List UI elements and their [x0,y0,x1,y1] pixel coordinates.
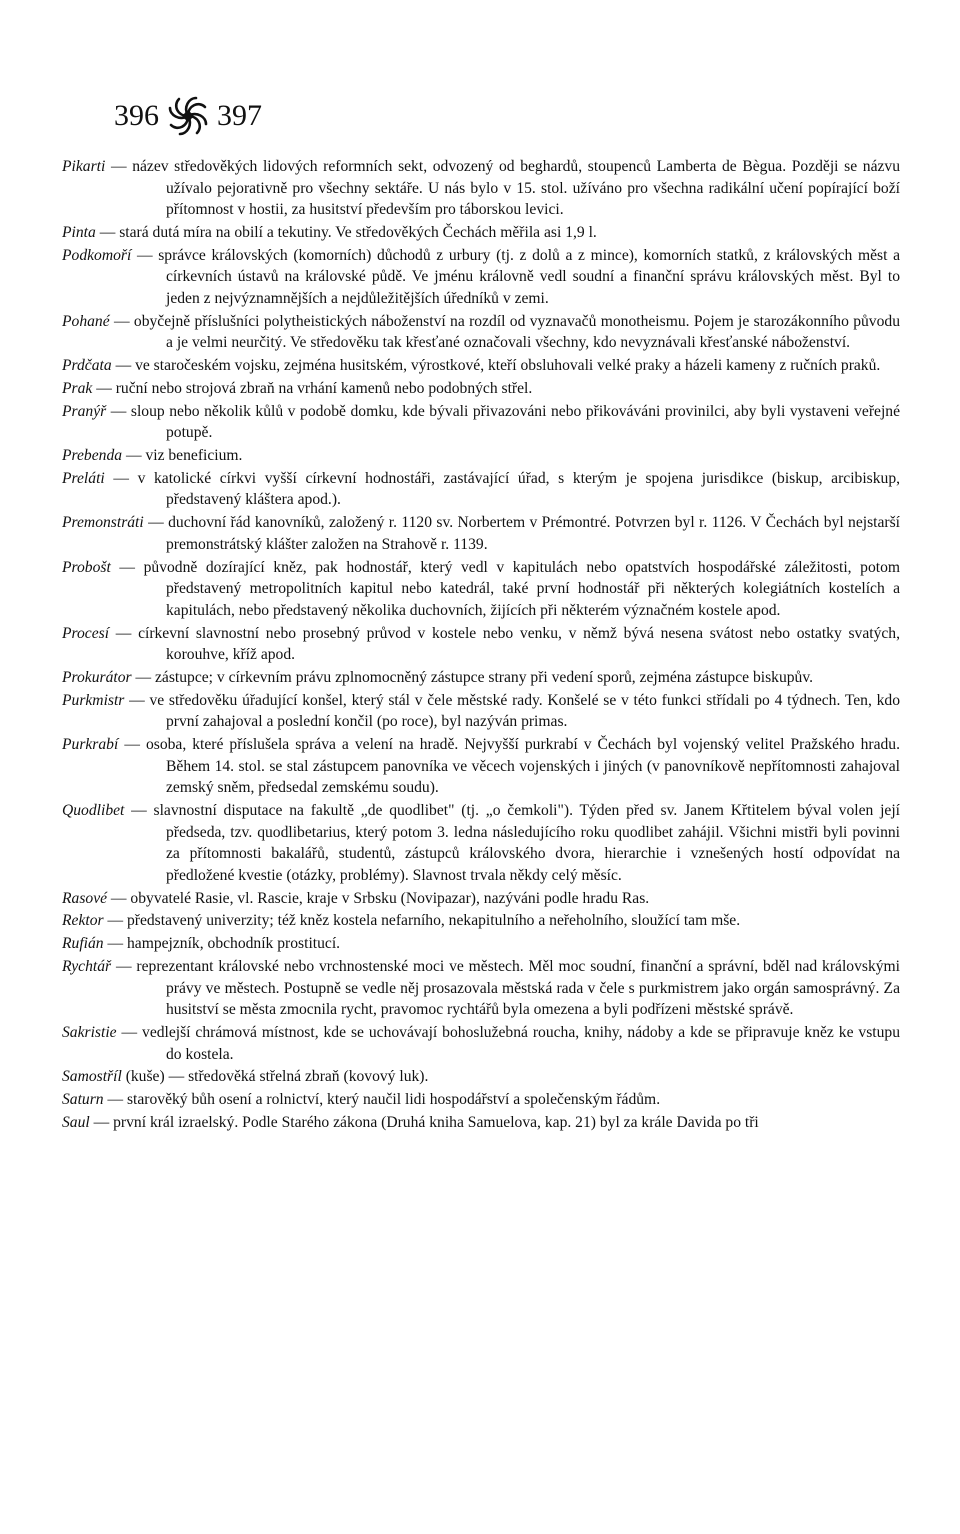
entry-dash: — [106,402,131,420]
glossary-entry [62,468,900,511]
glossary-entry [62,222,900,244]
entry-term: Preláti [62,469,105,487]
entry-definition: ve středověku úřadující konšel, který stál v čele městské rady. Konšelé se v této funkci střídali po 4 týdnech. Ten, kdo první zahajoval a poslední končil (po roce), byl nazýván primas. [149,691,901,731]
entry-dash: — [122,447,146,465]
glossary-entry [62,557,900,622]
glossary-entry [62,1066,900,1088]
entry-definition: osoba, které příslušela správa a velení na hradě. Nejvyšší purkrabí v Čechách byl vojenský velitel Pražského hradu. Během 14. stol. se stal zástupcem panovníka ve věcech vojenských i jiných (v panovníkově nepřítomnosti zahajoval zemský sněm, předsedal zemskému soudu). [145,736,901,797]
glossary-entry [62,910,900,932]
entry-term: Prak [62,379,93,397]
entry-definition: slavnostní disputace na fakultě „de quodlibet" (tj. „o čemkoli"). Týden před sv. Janem Křtitelem býval volen její předseda, tzv. quodlibetarius, který potom 3. ledna následujícího roku quodlibet zahájil. Všichni mistři byli povinni za přítomnosti bakalářů, studentů, zástupců královského dvora, hierarchie i vznešených hostí odpovídat na předložené kvestie (otázky, problémy). Slavnost trvala někdy celý měsíc. [153,802,901,884]
entry-definition: reprezentant královské nebo vrchnostenské moci ve městech. Měl moc soudní, finanční a správní, bděl nad královskými právy ve městech. Postupně se vedle něj prosazovala městská rada v čele s purkmistrem jako orgán samosprávný. Za husitství se města zmocnila rycht, pravomoc rychtářů byla omezena a byli podřízeni městské správě. [136,957,901,1019]
left-page-number: 396 [114,99,159,132]
entry-definition: původně dozírající kněz, pak hodnostář, který vedl v kapitulách nebo opatstvích hospodářské záležitosti, potom představený metropolitních kapitul nebo katedrál, také první hodnostář při některých kolegiátních kostelích a kapitulách, nebo představený několika duchovních, žijících při některém význačném kostele apod. [143,558,901,619]
glossary-entry [62,888,900,910]
entry-dash: — [118,736,146,754]
entry-definition: v katolické církvi vyšší církevní hodnostáři, zastávající úřad, s kterým je spojena jurisdikce (biskup, arcibiskup, představený kláštera apod.). [137,469,901,509]
glossary-list [62,156,900,1135]
glossary-entry [62,690,900,733]
entry-dash: — [143,514,169,532]
entry-dash: — [110,558,144,576]
entry-term: Rasové [62,889,108,907]
entry-definition: sloup nebo několik kůlů v podobě domku, kde bývali přivazováni nebo přikováváni provinilci, aby byli vystaveni veřejné potupě. [130,402,901,442]
entry-term: Samostříl [62,1068,122,1086]
entry-dash: — [109,624,139,642]
entry-dash: — [92,379,116,397]
glossary-entry [62,378,900,400]
entry-definition: obyčejně příslušníci polytheistických náboženství na rozdíl od vyznavačů monotheismu. Pojem je starozákonního původu a je velmi neurčitý. Ve středověku tak křesťané označovali všechny, kdo nevyznávali křesťanské náboženství. [133,312,900,352]
entry-term: Prebenda [62,447,123,465]
glossary-entry [62,1112,900,1134]
entry-term: Rufián [62,935,104,953]
entry-dash: — [103,935,127,953]
entry-term: Podkomoří [62,246,132,264]
entry-term: Saturn [62,1091,104,1109]
entry-definition: obyvatelé Rasie, vl. Rascie, kraje v Srbsku (Novipazar), nazýváni podle hradu Ras. [130,889,650,907]
entry-dash: — [95,223,120,241]
glossary-entry [62,956,900,1021]
entry-definition: představený univerzity; též kněz kostela nefarního, nekapitulního a neřeholního, sloužící tam mše. [126,912,741,930]
glossary-entry [62,355,900,377]
entry-term: Purkrabí [62,736,119,754]
glossary-entry [62,512,900,555]
entry-dash: — [124,691,150,709]
entry-term: Rektor [62,912,104,930]
entry-term: Saul [62,1113,90,1131]
entry-term: Procesí [62,624,110,642]
entry-dash: — [105,158,133,175]
entry-term: Prokurátor [62,668,132,686]
glossary-entry [62,156,900,221]
entry-term: Pohané [62,312,110,330]
entry-definition: starověký bůh osení a rolnictví, který naučil lidi hospodářství a společenským řádům. [126,1091,661,1109]
entry-dash: — [131,668,155,686]
entry-definition: správce královských (komorních) důchodů z urbury (tj. z dolů a z mince), komorních statků, z královských měst a církevních ústavů na královské půdě. Ve jménu královně vedl soudní a finanční správu královských měst. Byl to jeden z nejvýznamnějších a nejdůležitějších úředníků v zemi. [158,246,900,307]
glossary-entry [62,445,900,467]
entry-term: Pinta [62,223,96,241]
entry-dash: — [103,912,127,930]
entry-definition: stará dutá míra na obilí a tekutiny. Ve středověkých Čechách měřila asi 1,9 l. [119,223,597,241]
entry-definition: první král izraelský. Podle Starého zákona (Druhá kniha Samuelova, kap. 21) byl za krále Davida po tři [113,1113,759,1131]
glossary-entry [62,734,900,799]
entry-dash: — [111,957,137,975]
glossary-entry [62,667,900,689]
entry-term: Quodlibet [62,802,125,820]
entry-dash: — [111,357,136,375]
entry-definition: ve staročeském vojsku, zejména husitském, výrostkové, kteří obsluhovali velké praky a házeli kameny z ručních praků. [135,357,881,375]
glossary-entry [62,623,900,666]
glossary-entry [62,401,900,444]
entry-definition: středověká střelná zbraň (kovový luk). [188,1068,429,1086]
entry-definition: zástupce; v církevním právu zplnomocněný zástupce strany při vedení sporů, zejména zástupce biskupův. [154,668,814,686]
entry-term: Purkmistr [62,691,125,709]
entry-definition: církevní slavnostní nebo prosebný průvod v kostele nebo venku, v němž bývá nesena svátost nebo ostatky svatých, korouhve, kříž apod. [138,624,901,664]
entry-definition: název středověkých lidových reformních sekt, odvozený od beghardů, stoupenců Lamberta de Bègua. Později se názvu užívalo pejorativně pro všechny sektáře. U nás bylo v 15. stol. užíváno pro všechna radikální učení popírající boží přítomnost v hostii, za husitství především pro táborskou levici. [132,158,900,219]
entry-term: Premonstráti [62,514,144,532]
entry-definition: duchovní řád kanovníků, založený r. 1120 sv. Norbertem v Prémontré. Potvrzen byl r. 1126. V Čechách byl nejstarší premonstrátský klášter založen na Strahově r. 1139. [166,514,901,553]
glossary-entry [62,245,900,310]
entry-term: Rychtář [62,957,112,975]
entry-dash: — [103,1091,127,1109]
glossary-entry [62,1022,900,1065]
entry-definition: ruční nebo strojová zbraň na vrhání kamenů nebo podobných střel. [115,379,533,397]
glossary-entry [62,311,900,354]
page-folio [114,92,262,140]
entry-term: Sakristie [62,1023,117,1041]
entry-term: Probošt [62,558,111,576]
entry-term: Pikarti [62,158,106,175]
entry-definition: hampejzník, obchodník prostitucí. [126,935,341,953]
entry-term: Prdčata [62,357,112,375]
entry-dash: — [107,889,131,907]
entry-dash: — [116,1023,143,1041]
right-page-number: 397 [217,99,262,132]
entry-dash: — [89,1113,114,1131]
glossary-entry [62,933,900,955]
swirl-ornament-icon [165,93,211,139]
glossary-entry [62,1089,900,1111]
entry-term: Pranýř [62,402,107,420]
glossary-entry [62,800,900,886]
entry-dash: — [131,246,159,264]
entry-dash: — [109,312,134,330]
entry-dash: — [124,802,154,820]
entry-definition: vedlejší chrámová místnost, kde se uchovávají bohoslužebná roucha, knihy, nádoby a kde se připravuje kněz ke vstupu do kostela. [142,1023,901,1063]
entry-definition: viz beneficium. [145,447,243,465]
entry-dash: (kuše) — [121,1068,189,1086]
entry-dash: — [104,469,138,487]
